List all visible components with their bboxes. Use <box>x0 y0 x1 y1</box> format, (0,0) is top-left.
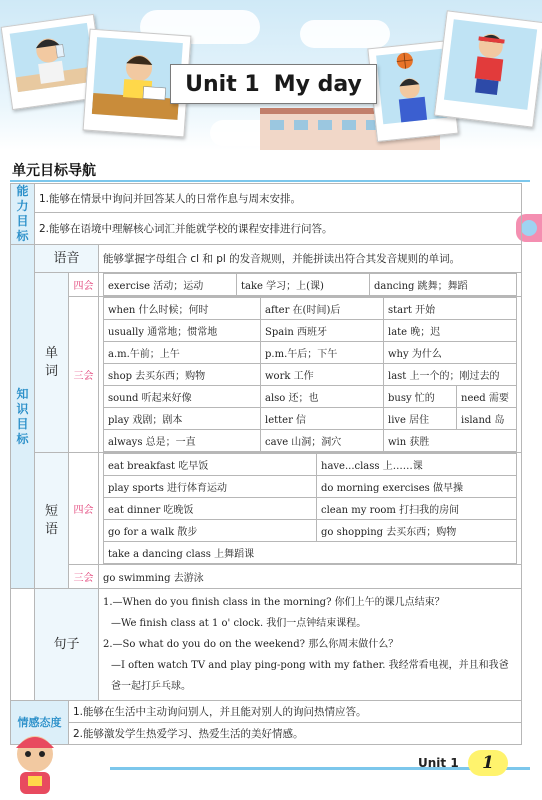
sentence-line: —I often watch TV and play ping-pong with my father. 我经常看电视，并且和我爸 <box>111 660 509 671</box>
sentence-list <box>103 592 517 697</box>
phrase-item: eat breakfast 吃早饭 <box>104 454 317 476</box>
boy-running-illustration <box>444 19 537 110</box>
level-three-badge: 三会 <box>69 297 99 453</box>
word-item: late 晚；迟 <box>384 320 517 342</box>
knowledge-label-spacer <box>11 589 35 701</box>
word-item: island 岛 <box>457 408 517 430</box>
word-item: why 为什么 <box>384 342 517 364</box>
phrase-item: do morning exercises 做早操 <box>317 476 517 498</box>
section-title: 单元目标导航 <box>12 163 96 179</box>
word-item: also 还；也 <box>261 386 384 408</box>
phrase-item: play sports 进行体育运动 <box>104 476 317 498</box>
words-three-list <box>103 297 517 452</box>
emotion-item: 1.能够在生活中主动询问别人，并且能对别人的询问热情应答。 <box>69 701 522 723</box>
word-item: always 总是；一直 <box>104 430 261 452</box>
sentence-line: 爸一起打乒乓球。 <box>111 681 191 692</box>
phrases-four-list <box>103 453 517 564</box>
word-item: win 获胜 <box>384 430 517 452</box>
phrase-item: eat dinner 吃晚饭 <box>104 498 317 520</box>
unit-label: Unit 1 <box>185 71 260 97</box>
word-item: cave 山洞；洞穴 <box>261 430 384 452</box>
sentence-line: 2.—So what do you do on the weekend? 那么你周末做什么？ <box>103 639 399 650</box>
word-item: exercise 活动；运动 <box>104 274 237 296</box>
word-item: last 上一个的；刚过去的 <box>384 364 517 386</box>
unit-goals-table <box>10 183 522 745</box>
phrases-label: 短语 <box>35 453 69 589</box>
word-item: a.m.午前；上午 <box>104 342 261 364</box>
unit-name: My day <box>273 71 362 97</box>
word-item: usually 通常地；惯常地 <box>104 320 261 342</box>
words-four-list <box>103 273 517 296</box>
ability-item: 2.能够在语境中理解核心词汇并能就学校的课程安排进行问答。 <box>35 213 522 245</box>
word-item: dancing 跳舞；舞蹈 <box>370 274 517 296</box>
word-item: sound 听起来好像 <box>104 386 261 408</box>
sentences-label: 句子 <box>35 589 99 701</box>
phrase-item: go for a walk 散步 <box>104 520 317 542</box>
word-item: need 需要 <box>457 386 517 408</box>
word-item: letter 信 <box>261 408 384 430</box>
word-item: Spain 西班牙 <box>261 320 384 342</box>
boy-drinking-illustration <box>10 23 95 92</box>
word-item: shop 去买东西；购物 <box>104 364 261 386</box>
word-item: after 在(时间)后 <box>261 298 384 320</box>
phrase-item: clean my room 打扫我的房间 <box>317 498 517 520</box>
word-item: when 什么时候；何时 <box>104 298 261 320</box>
word-item: take 学习；上(课) <box>237 274 370 296</box>
page-number: 1 <box>468 750 508 776</box>
photo-frame-running <box>434 10 542 127</box>
level-four-badge: 四会 <box>69 453 99 565</box>
word-item: p.m.午后；下午 <box>261 342 384 364</box>
phrase-item: go swimming 去游泳 <box>99 565 522 589</box>
mascot-illustration <box>6 730 64 796</box>
ability-goals-label: 能力目标 <box>11 184 35 245</box>
footer-divider <box>110 767 530 770</box>
phonics-label: 语音 <box>35 245 99 273</box>
cloud-decoration <box>300 20 390 48</box>
footer-unit-label: Unit 1 <box>418 756 459 770</box>
emotion-goals-label: 情感态度 <box>11 701 69 745</box>
mascot-face-icon <box>521 220 537 236</box>
header-banner <box>0 0 542 150</box>
sentence-line: —We finish class at 1 o' clock. 我们一点钟结束课程。 <box>111 618 367 629</box>
unit-title <box>170 64 377 104</box>
emotion-item: 2.能够激发学生热爱学习、热爱生活的美好情感。 <box>69 723 522 745</box>
phrase-item: have...class 上……课 <box>317 454 517 476</box>
phonics-text: 能够掌握字母组合 cl 和 pl 的发音规则，并能拼读出符合其发音规则的单词。 <box>99 245 522 273</box>
sentence-line: 1.—When do you finish class in the morning? 你们上午的课几点结束？ <box>103 597 445 608</box>
level-three-badge: 三会 <box>69 565 99 589</box>
phrase-item: take a dancing class 上舞蹈课 <box>104 542 517 564</box>
level-four-badge: 四会 <box>69 273 99 297</box>
phrase-item: go shopping 去买东西；购物 <box>317 520 517 542</box>
section-divider <box>10 180 530 182</box>
words-label: 单词 <box>35 273 69 453</box>
ability-item: 1.能够在情景中询问并回答某人的日常作息与周末安排。 <box>35 184 522 213</box>
word-item: start 开始 <box>384 298 517 320</box>
word-item: work 工作 <box>261 364 384 386</box>
word-item: play 戏剧；剧本 <box>104 408 261 430</box>
word-item: busy 忙的 <box>384 386 457 408</box>
knowledge-goals-label: 知识目标 <box>11 245 35 589</box>
word-item: live 居住 <box>384 408 457 430</box>
